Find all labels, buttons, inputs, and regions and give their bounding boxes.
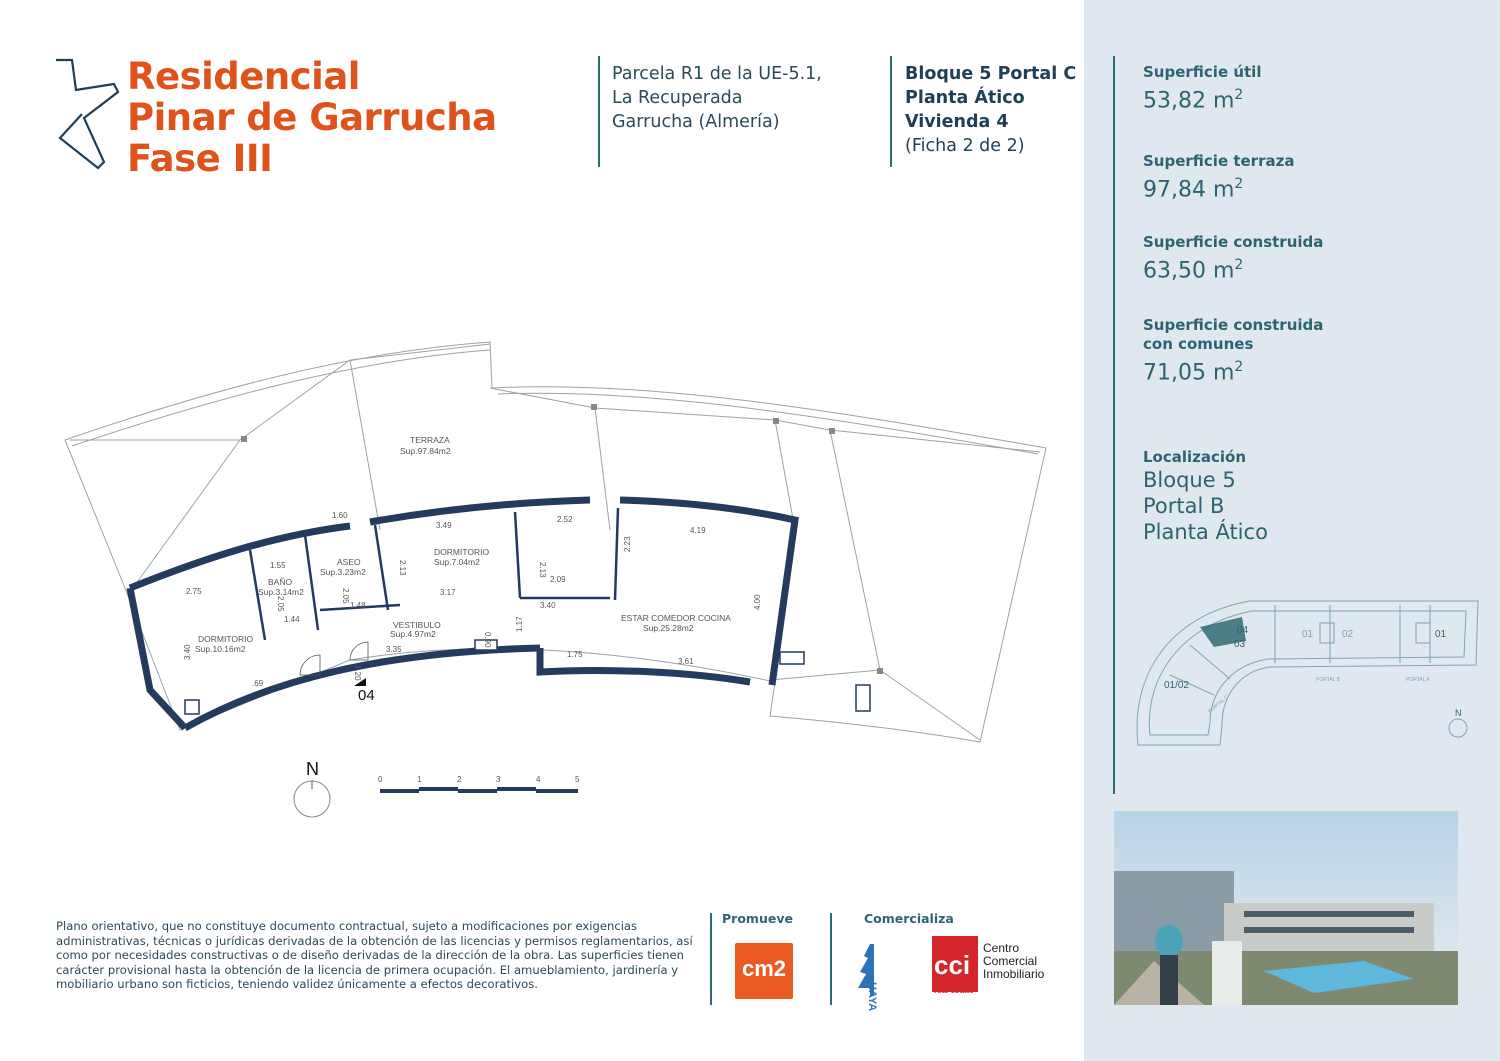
room-name: TERRAZA [410,435,450,445]
dim: 3.40 [183,644,192,660]
divider [598,56,600,167]
key-plan [1130,595,1485,755]
room-area: Sup.25.28m2 [643,623,694,633]
stat-superficie-terraza [1143,152,1294,203]
room-name: ESTAR COMEDOR COCINA [621,613,731,623]
key-unit: 01 [1302,629,1314,640]
brand-logo-mark [54,58,124,170]
scale-tick: 0 [378,775,383,784]
stat-value: 71,05 $m^2$ [1143,359,1244,386]
stat-value: 53,82 $m^2$ [1143,87,1244,114]
key-north: N [1455,708,1462,718]
dim: 1.48 [350,601,366,610]
address [612,62,822,134]
dim: 1.55 [270,561,286,570]
sidebar-divider [1113,56,1115,794]
dim: 3.61 [678,657,694,666]
room-name: ASEO [337,557,361,567]
room-area: Sup.3.14m2 [258,587,304,597]
dim: 3.17 [440,588,456,597]
stat-superficie-util [1143,63,1261,114]
render-photo [1114,811,1458,1005]
unit-info [905,62,1076,158]
room-area: Sup.4.97m2 [390,629,436,639]
scale-tick: 4 [536,775,541,784]
cci-mark [932,936,978,992]
dim: 1.44 [284,615,300,624]
unit-tag: 04 [358,687,375,704]
room-name: DORMITORIO [434,547,490,557]
key-unit: 01/02 [1164,680,1190,691]
key-unit: 03 [1234,639,1246,650]
stat-label: Superficie construida [1143,316,1324,334]
divider [830,913,832,1005]
key-portal: PORTAL B [1316,677,1341,683]
key-unit: 01 [1435,629,1447,640]
room-name: DORMITORIO [198,634,254,644]
location-label: Localización [1143,448,1247,466]
scale-tick: 3 [496,775,501,784]
dim: 2.13 [538,562,547,578]
dim: 1.60 [332,511,348,520]
dim: 2.75 [186,587,202,596]
unit-dwelling: Vivienda 4 [905,112,1009,132]
dim: .69 [252,679,264,688]
room-name: BAÑO [268,577,293,587]
dim: 1.75 [567,650,583,659]
room-area: Sup.3.23m2 [320,567,366,577]
dim: 2.05 [341,588,350,604]
dim: 1.20 [353,665,362,681]
dim: 2.05 [276,596,285,612]
room-name: VESTIBULO [393,620,441,630]
haya-logo-text: HAYA [866,982,878,1012]
location-line: Bloque 5 [1143,468,1236,492]
cci-sub: real estate [934,986,974,995]
unit-sheet: (Ficha 2 de 2) [905,136,1025,156]
dim: 2.09 [550,575,566,584]
key-unit: 02 [1342,629,1354,640]
dim: 2.13 [398,560,407,576]
dim: 2.23 [623,536,632,552]
location-line: Planta Ático [1143,520,1268,544]
room-area: Sup.7.04m2 [434,557,480,567]
unit-block: Bloque 5 Portal C [905,64,1077,84]
dim: 3.40 [540,601,556,610]
key-unit: 04 [1237,625,1249,636]
stat-label: Superficie útil [1143,63,1262,81]
cci-mark-text: cci [934,950,971,980]
address-line-2: La Recuperada [612,88,743,108]
key-portal: PORTAL C [1207,694,1230,715]
comercializa-label: Comercializa [864,911,954,926]
dim: 3.35 [386,645,402,654]
dim: 0.90 [483,632,492,648]
promueve-label: Promueve [722,911,793,926]
room-area: Sup.10.16m2 [195,644,246,654]
dim: 3.49 [436,521,452,530]
address-line-3: Garrucha (Almería) [612,112,780,132]
scale-tick: 5 [575,775,580,784]
stat-value: 97,84 $m^2$ [1143,176,1244,203]
stat-label: Superficie terraza [1143,152,1295,170]
dim: 1.17 [515,616,524,632]
room-area: Sup.97.84m2 [400,446,451,456]
cm2-logo [735,943,793,999]
project-title [127,56,497,179]
location-line: Portal B [1143,494,1225,518]
divider [890,56,892,167]
dim: 2.52 [557,515,573,524]
scale-bar [374,772,589,798]
stat-label: con comunes [1143,335,1254,353]
north-arrow [290,756,336,820]
address-line-1: Parcela R1 de la UE-5.1, [612,64,822,84]
stat-superficie-construida [1143,233,1323,284]
dim: 4.19 [690,526,706,535]
location-block [1143,448,1268,545]
scale-tick: 2 [457,775,462,784]
disclaimer: Plano orientativo, que no constituye documento contractual, sujeto a modificaciones por exigencias administrativas, técnicas o jurídicas derivadas de la obtención de las licencias y permisos reglamentarios, así como por necesidades constructivas o de diseño derivadas de la dirección de la obra. Las superficies tienen carácter provisional hasta la obtención de la licencia de primera ocupación. El amueblamiento, jardinería y mobiliario urbano son ficticios, teniendo validez únicamente a efectos decorativos. [56,919,693,992]
cci-logo [932,936,1057,1000]
title-line-3: Fase III [127,137,273,180]
dim: 4.00 [753,594,762,610]
stat-value: 63,50 $m^2$ [1143,257,1244,284]
stat-superficie-comunes [1143,316,1323,386]
cci-name: Centro Comercial Inmobiliario [983,941,1045,981]
cm2-logo-text: cm2 [741,956,787,981]
divider [710,913,712,1005]
floor-plan [50,330,1060,820]
unit-floor: Planta Ático [905,88,1025,108]
stat-label: Superficie construida [1143,233,1324,251]
north-label: N [306,759,319,779]
haya-logo [856,936,896,1012]
title-line-2: Pinar de Garrucha [127,96,497,139]
scale-tick: 1 [417,775,422,784]
title-line-1: Residencial [127,55,360,98]
key-portal: PORTAL A [1406,677,1430,683]
